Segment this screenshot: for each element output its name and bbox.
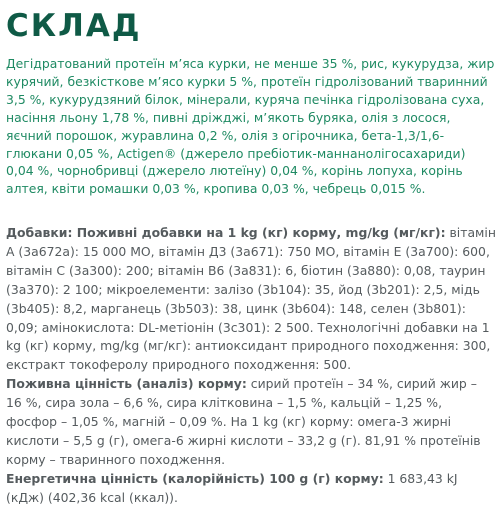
nutrition-text: сирий протеїн – 34 %, сирий жир – 16 %, сира зола – 6,6 %, сира клітковина – 1,5 %, кальцій – 1,25 %, фосфор – 1,05 %, магній – 0,09 %. На 1 kg (кг) корму: омега-3 жирні кислоти – 5,5 g (г), омега-6 жирні кислоти – 33,2 g (г). 81,91 % протеїнів корму – тваринного походження. [6,376,481,467]
nutrition-paragraph [6,375,496,470]
nutrition-label: Поживна цінність (аналіз) корму: [6,376,247,392]
details-block [6,224,496,508]
additives-paragraph [6,224,496,375]
energy-label: Енергетична цінність (калорійність) 100 g (г) корму: [6,470,384,486]
additives-label: Добавки: Поживні добавки на 1 kg (кг) корму, mg/kg (мг/кг): [6,225,446,240]
energy-text: 1 683,43 kJ (кДж) (402,36 kcal (ккал)). [6,470,458,505]
section-title: СКЛАД [6,8,142,44]
additives-text: вітамін А (3а672а): 15 000 МО, вітамін Д3 (3а671): 750 МО, вітамін Е (3а700): 600, вітамін С (3а300): 200; вітамін В6 (3а831): 6, біотин (3а880): 0,08, таурин (3а370): 2 100; мікроелементи: залізо (3b104): 35, йод (3b201): 2,5, мідь (3b405): 8,2, марганець (3b503): 38, цинк (3b604): 148, селен (3b801): 0,09; амінокислота: DL-метіонін (3c301): 2 500. Технологічні добавки на 1 kg (кг) корму, mg/kg (мг/кг): антиоксидант природного походження: 300, екстракт токоферолу природного походження: 500. [6,225,496,373]
energy-paragraph [6,470,496,508]
composition-text: Дегідратований протеїн м’яса курки, не менше 35 %, рис, кукурудза, жир курячий, безкісткове м’ясо курки 5 %, протеїн гідролізований тваринний 3,5 %, кукурудзяний білок, мінерали, куряча печінка гідролізована суха, насіння льону 1,78 %, пивні дріжджі, м’якоть буряка, олія з лосося, яєчний порошок, журавлина 0,2 %, олія з огірочника, бета-1,3/1,6-глюкани 0,05 %, Actigen® (джерело пребіотик-маннанолігосахариди) 0,04 %, чорнобривці (джерело лютеїну) 0,04 %, корінь лопуха, корінь алтея, квіти ромашки 0,03 %, кропива 0,03 %, чебрець 0,015 %. [6,56,495,197]
